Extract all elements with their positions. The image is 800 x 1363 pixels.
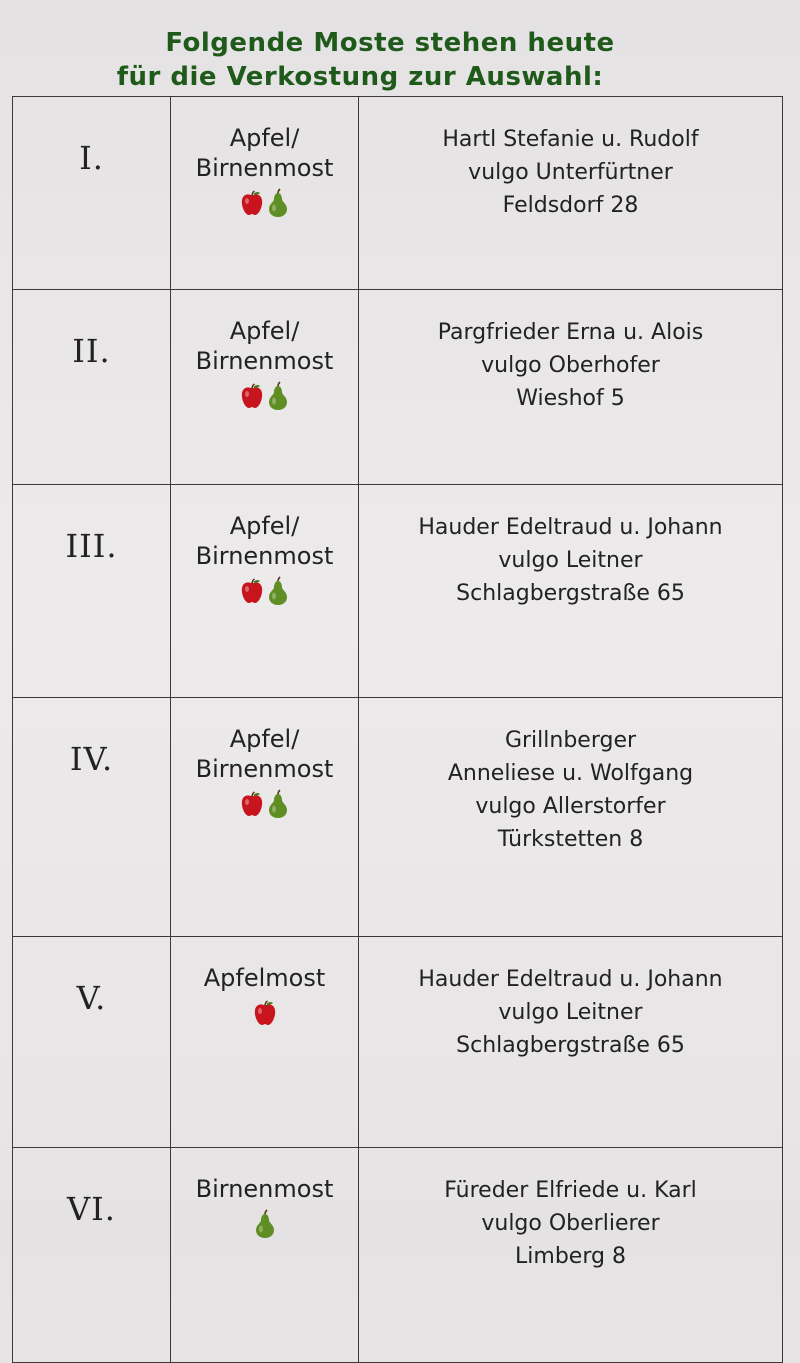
cider-type-cell: [171, 1148, 359, 1363]
producer-cell: [359, 1148, 783, 1363]
producer-line: Pargfrieder Erna u. Alois: [437, 320, 704, 345]
producer-cell: [359, 937, 783, 1148]
table-row: [13, 1148, 783, 1363]
fruit-icons: [171, 997, 358, 1029]
producer-cell: [359, 290, 783, 485]
table-row: [13, 937, 783, 1148]
cider-type-label: Apfel/: [229, 512, 300, 540]
cider-type-label: Birnenmost: [195, 542, 334, 570]
row-number: IV.: [13, 698, 171, 937]
table-row: [13, 485, 783, 698]
pear-icon: [265, 188, 291, 218]
pear-icon: [265, 381, 291, 411]
producer-line: Hartl Stefanie u. Rudolf: [442, 127, 699, 152]
fruit-icons: [171, 380, 358, 412]
heading-line-2: für die Verkostung zur Auswahl:: [116, 62, 604, 92]
cider-type-label: Apfelmost: [203, 964, 326, 992]
fruit-icons: [171, 1208, 358, 1240]
heading-line-1: Folgende Moste stehen heute: [165, 28, 615, 58]
row-number: II.: [13, 290, 171, 485]
row-number: III.: [13, 485, 171, 698]
cider-type-label: Birnenmost: [195, 154, 334, 182]
pear-icon: [265, 789, 291, 819]
producer-line: Schlagbergstraße 65: [456, 581, 685, 606]
pear-icon: [265, 576, 291, 606]
apple-icon: [239, 382, 265, 410]
cider-type-cell: [171, 290, 359, 485]
cider-type-label: Apfel/: [229, 317, 300, 345]
cider-type-cell: [171, 485, 359, 698]
tasting-table-body: [13, 97, 783, 1363]
producer-line: Hauder Edeltraud u. Johann: [418, 967, 723, 992]
producer-line: Türkstetten 8: [497, 827, 644, 852]
fruit-icons: [171, 788, 358, 820]
producer-line: vulgo Oberlierer: [481, 1211, 660, 1236]
apple-icon: [239, 577, 265, 605]
sheet-heading: [60, 26, 700, 94]
apple-icon: [239, 189, 265, 217]
producer-line: Feldsdorf 28: [502, 193, 639, 218]
producer-cell: [359, 97, 783, 290]
table-row: [13, 97, 783, 290]
producer-line: Schlagbergstraße 65: [456, 1033, 685, 1058]
producer-line: Grillnberger: [504, 728, 637, 753]
producer-line: vulgo Allerstorfer: [475, 794, 666, 819]
producer-line: Anneliese u. Wolfgang: [447, 761, 694, 786]
cider-type-cell: [171, 937, 359, 1148]
row-number: VI.: [13, 1148, 171, 1363]
producer-line: Füreder Elfriede u. Karl: [444, 1178, 697, 1203]
row-number: V.: [13, 937, 171, 1148]
table-row: [13, 698, 783, 937]
producer-line: Wieshof 5: [516, 386, 625, 411]
apple-icon: [252, 999, 278, 1027]
row-number: I.: [13, 97, 171, 290]
tasting-table: [12, 96, 783, 1363]
producer-line: vulgo Unterfürtner: [468, 160, 673, 185]
producer-line: Limberg 8: [515, 1244, 626, 1269]
apple-icon: [239, 790, 265, 818]
producer-line: vulgo Leitner: [498, 1000, 643, 1025]
cider-type-label: Apfel/: [229, 124, 300, 152]
producer-line: Hauder Edeltraud u. Johann: [418, 515, 723, 540]
cider-type-label: Birnenmost: [195, 1175, 334, 1203]
fruit-icons: [171, 187, 358, 219]
producer-line: vulgo Leitner: [498, 548, 643, 573]
fruit-icons: [171, 575, 358, 607]
pear-icon: [252, 1209, 278, 1239]
producer-cell: [359, 698, 783, 937]
cider-type-label: Apfel/: [229, 725, 300, 753]
producer-line: vulgo Oberhofer: [481, 353, 660, 378]
cider-type-cell: [171, 698, 359, 937]
cider-type-cell: [171, 97, 359, 290]
cider-type-label: Birnenmost: [195, 347, 334, 375]
cider-type-label: Birnenmost: [195, 755, 334, 783]
producer-cell: [359, 485, 783, 698]
table-row: [13, 290, 783, 485]
